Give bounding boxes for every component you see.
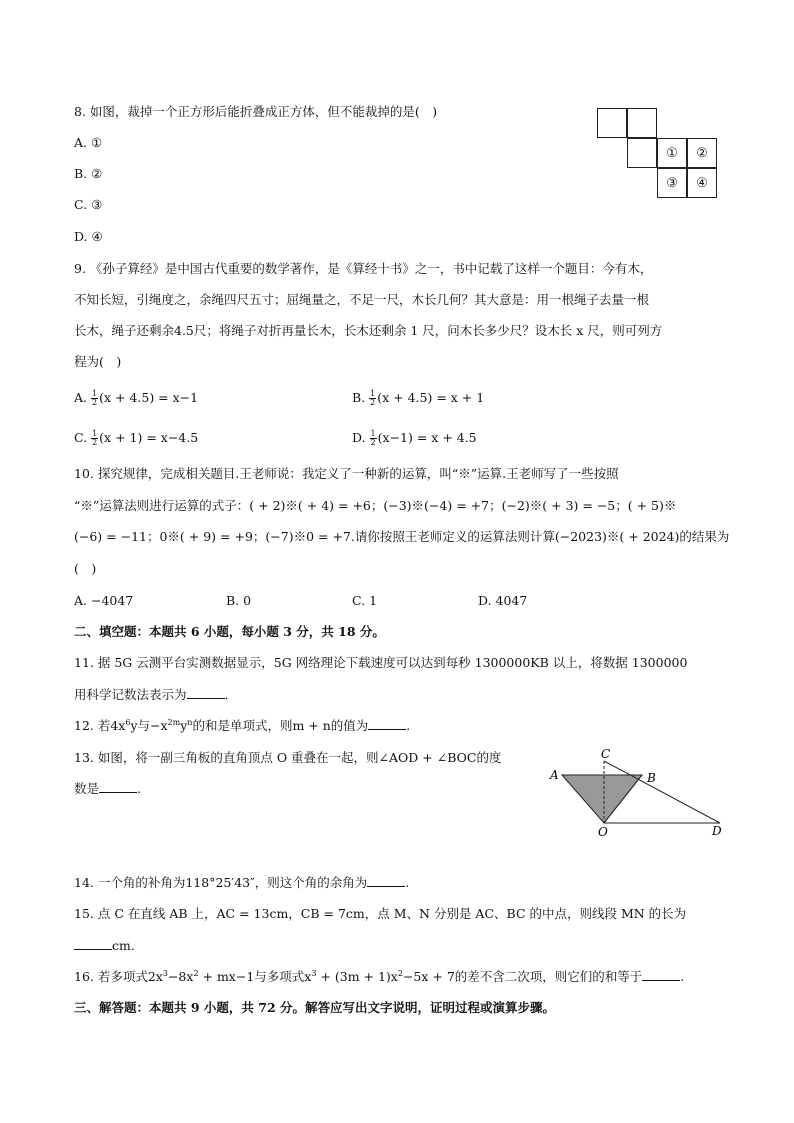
q9-line-1: 9. 《孙子算经》是中国古代重要的数学著作，是《算经十书》之一，书中记载了这样一个题目：今有木， xyxy=(74,261,653,276)
q8-stem: 8. 如图，裁掉一个正方形后能折叠成正方体，但不能裁掉的是( ) xyxy=(74,104,438,119)
q9-option-c-label: C. xyxy=(74,430,88,445)
q9-option-d-label: D. xyxy=(352,430,366,445)
q12-line: 12. 若$4x^6y$与$-x^{2m}y^n$的和是单项式，则m + n的值为 . xyxy=(74,718,411,733)
answer-blank xyxy=(74,938,112,950)
q13-line-1: 13. 如图，将一副三角板的直角顶点 O 重叠在一起，则∠AOD + ∠BOC的度 xyxy=(74,750,502,765)
grid-cell-1: ① xyxy=(657,138,687,168)
q10-option-a: A. −4047 xyxy=(74,593,134,608)
q11-line-1: 11. 据 5G 云测平台实测数据显示，5G 网络理论下载速度可以达到每秒 1300000KB 以上，将数据 1300000 xyxy=(74,655,688,670)
q9-option-b xyxy=(352,389,484,407)
q9-option-b-label: B. xyxy=(352,390,366,405)
section-3-heading: 三、解答题：本题共 9 小题，共 72 分。解答应写出文字说明，证明过程或演算步骤。 xyxy=(74,1000,556,1015)
q15-line-1: 15. 点 C 在直线 AB 上，AC = 13cm，CB = 7cm，点 M、N 分别是 AC、BC 的中点，则线段 MN 的长为 xyxy=(74,906,687,921)
answer-blank xyxy=(642,969,680,981)
q11-line-2: 用科学记数法表示为 . xyxy=(74,687,229,702)
q10-option-c: C. 1 xyxy=(352,593,378,608)
q9-option-b-expr: (x + 4.5) = x + 1 xyxy=(377,390,485,405)
answer-blank xyxy=(367,875,405,887)
q10-line-4: ( ) xyxy=(74,561,97,576)
fraction-half: $\frac{1}{2}$ xyxy=(370,429,376,447)
q9-option-d xyxy=(352,429,477,447)
q15-line-2: cm. xyxy=(74,937,135,955)
q10-line-1: 10. 探究规律，完成相关题目.王老师说：我定义了一种新的运算，叫“※”运算.王老师写了一些按照 xyxy=(74,466,619,481)
grid-cell-3: ③ xyxy=(657,168,687,198)
grid-cell-blank xyxy=(627,108,657,138)
q10-line-2: “※”运算法则进行运算的式子：( + 2)※( + 4) = +6；(−3)※(−4) = +7；(−2)※( + 3) = −5；( + 5)※ xyxy=(74,498,677,513)
q8-option-b: B. ② xyxy=(74,166,103,181)
triangle-rulers-figure xyxy=(540,744,730,844)
fraction-half: $\frac{1}{2}$ xyxy=(370,389,376,407)
q9-option-c xyxy=(74,429,198,447)
q9-option-d-expr: (x−1) = x + 4.5 xyxy=(377,430,477,445)
shaded-triangle xyxy=(562,775,642,823)
label-b: B xyxy=(647,771,656,785)
q10-option-d: D. 4047 xyxy=(478,593,528,608)
answer-blank xyxy=(99,781,137,793)
q8-option-c: C. ③ xyxy=(74,197,103,212)
answer-blank xyxy=(368,718,406,730)
q9-option-c-expr: (x + 1) = x−4.5 xyxy=(99,430,199,445)
q9-line-3: 长木，绳子还剩余4.5尺；将绳子对折再量长木，长木还剩余 1 尺，问木长多少尺？设木长 x 尺，则可列方 xyxy=(74,323,663,338)
grid-cell-4: ④ xyxy=(687,168,717,198)
fraction-half: $\frac{1}{2}$ xyxy=(92,429,98,447)
grid-cell-2: ② xyxy=(687,138,717,168)
q8-option-d: D. ④ xyxy=(74,229,103,244)
q8-option-a: A. ① xyxy=(74,135,103,150)
label-d: D xyxy=(712,824,722,838)
cube-net-figure xyxy=(597,108,719,200)
q9-option-a-expr: (x + 4.5) = x−1 xyxy=(99,390,199,405)
grid-cell-blank xyxy=(597,108,627,138)
section-2-heading: 二、填空题：本题共 6 小题，每小题 3 分，共 18 分。 xyxy=(74,624,385,639)
q9-line-4: 程为( ) xyxy=(74,354,122,369)
label-o: O xyxy=(598,825,608,839)
q10-option-b: B. 0 xyxy=(226,593,252,608)
label-a: A xyxy=(550,768,559,782)
grid-cell-blank xyxy=(627,138,657,168)
answer-blank xyxy=(187,687,225,699)
q14-line: 14. 一个角的补角为118°25′43″，则这个角的余角为 . xyxy=(74,875,410,890)
fraction-half: $\frac{1}{2}$ xyxy=(92,389,98,407)
label-c: C xyxy=(601,747,611,761)
q9-option-a xyxy=(74,389,198,407)
q9-line-2: 不知长短，引绳度之，余绳四尺五寸；屈绳量之，不足一尺，木长几何？其大意是：用一根绳子去量一根 xyxy=(74,292,650,307)
q16-line: 16. 若多项式$2x^3-8x^2 + mx-1$与多项式$x^3 + (3m + 1)x^2-5x + 7$的差不含二次项，则它们的和等于 . xyxy=(74,969,685,984)
q10-line-3: (−6) = −11；0※( + 9) = +9；(−7)※0 = +7.请你按照王老师定义的运算法则计算(−2023)※( + 2024)的结果为 xyxy=(74,529,730,544)
q9-option-a-label: A. xyxy=(74,390,88,405)
q13-line-2: 数是 . xyxy=(74,781,141,796)
